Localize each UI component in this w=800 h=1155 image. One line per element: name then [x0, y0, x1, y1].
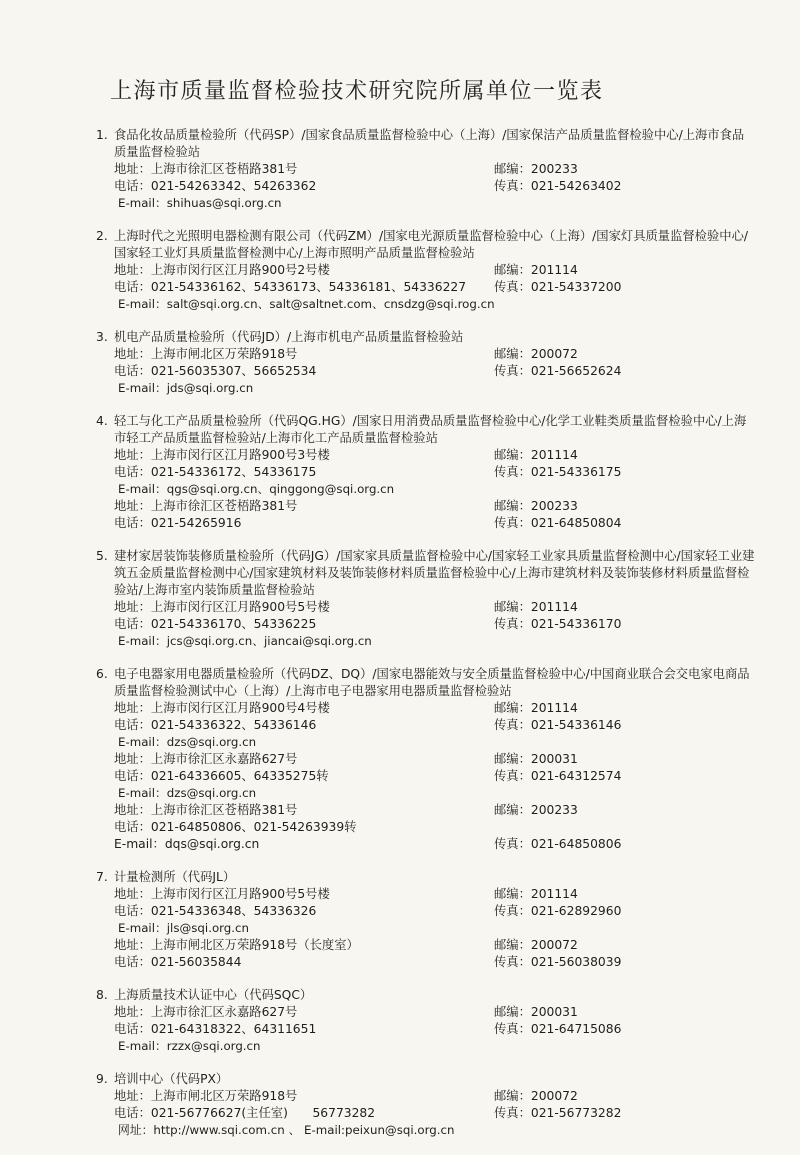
- contact-row: [96, 700, 756, 717]
- unit-heading: [96, 228, 756, 262]
- contact-right-field: 传真：021-56652624: [494, 364, 622, 378]
- contact-row: [96, 447, 756, 464]
- contact-row: [96, 161, 756, 178]
- contact-left-field: 地址：上海市徐汇区永嘉路627号: [114, 1005, 298, 1019]
- contact-left-field: 电话：021-64336605、64335275转: [114, 769, 329, 783]
- contact-row: [96, 836, 756, 853]
- contact-right-field: [494, 819, 714, 836]
- contact-right-field: 邮编：200072: [494, 347, 578, 361]
- contact-left-field: 地址：上海市闵行区江月路900号5号楼: [114, 600, 330, 614]
- contact-row: [96, 1122, 756, 1139]
- unit-number: 8.: [96, 988, 108, 1002]
- contact-right-field: 传真：021-62892960: [494, 904, 622, 918]
- unit-number: 1.: [96, 128, 108, 142]
- contact-left-field: 电话：021-54336322、54336146: [114, 718, 317, 732]
- unit-name: 轻工与化工产品质量检验所（代码QG.HG）/国家日用消费品质量监督检验中心/化学工业鞋类质量监督检验中心/上海市轻工产品质量监督检验站/上海市化工产品质量监督检验站: [114, 414, 747, 445]
- contact-right-field: 邮编：200233: [494, 162, 578, 176]
- contact-row: [96, 802, 756, 819]
- contact-left-field: 电话：021-54336162、54336173、54336181、54336227: [114, 280, 467, 294]
- email-line: E-mail：salt@sqi.org.cn、salt@saltnet.com、cnsdzg@sqi.rog.cn: [118, 297, 495, 311]
- page-title: 上海市质量监督检验技术研究院所属单位一览表: [110, 79, 604, 104]
- unit-name: 上海时代之光照明电器检测有限公司（代码ZM）/国家电光源质量监督检验中心（上海）/国家灯具质量监督检验中心/国家轻工业灯具质量监督检测中心/上海市照明产品质量监督检验站: [114, 229, 749, 260]
- unit-entry: [96, 127, 756, 212]
- contact-row: [96, 751, 756, 768]
- contact-left-field: 电话：021-64318322、64311651: [114, 1022, 317, 1036]
- unit-entry: [96, 987, 756, 1055]
- contact-right-field: 邮编：201114: [494, 448, 578, 462]
- contact-row: [96, 363, 756, 380]
- contact-right-field: 传真：021-54336170: [494, 617, 622, 631]
- unit-heading: [96, 869, 756, 886]
- contact-left-field: 地址：上海市徐汇区苍梧路381号: [114, 162, 298, 176]
- unit-number: 6.: [96, 667, 108, 681]
- contact-row: [96, 380, 756, 397]
- contact-row: [96, 195, 756, 212]
- contact-right-field: 传真：021-54263402: [494, 179, 622, 193]
- unit-name: 机电产品质量检验所（代码JD）/上海市机电产品质量监督检验站: [114, 330, 464, 344]
- email-line: E-mail：rzzx@sqi.org.cn: [118, 1039, 261, 1053]
- contact-row: [96, 296, 756, 313]
- unit-entry: [96, 329, 756, 397]
- contact-row: [96, 178, 756, 195]
- email-line: 网址：http://www.sqi.com.cn 、 E-mail:peixun@sqi.org.cn: [118, 1123, 455, 1137]
- contact-row: [96, 785, 756, 802]
- contact-row: [96, 616, 756, 633]
- contact-left-field: 地址：上海市闸北区万荣路918号（长度室）: [114, 938, 359, 952]
- contact-right-field: 邮编：201114: [494, 887, 578, 901]
- unit-heading: [96, 329, 756, 346]
- contact-left-field: 电话：021-56776627(主任室) 56773282: [114, 1106, 376, 1120]
- contact-right-field: 邮编：200233: [494, 803, 578, 817]
- unit-heading: [96, 127, 756, 161]
- contact-row: [96, 1021, 756, 1038]
- contact-right-field: 传真：021-54336175: [494, 465, 622, 479]
- unit-name: 计量检测所（代码JL）: [114, 870, 236, 884]
- contact-row: [96, 937, 756, 954]
- unit-name: 食品化妆品质量检验所（代码SP）/国家食品质量监督检验中心（上海）/国家保洁产品质量监督检验中心/上海市食品质量监督检验站: [114, 128, 745, 159]
- contact-left-field: 地址：上海市闵行区江月路900号5号楼: [114, 887, 330, 901]
- contact-row: [96, 819, 756, 836]
- unit-heading: [96, 987, 756, 1004]
- unit-entry: [96, 228, 756, 313]
- email-line: E-mail：shihuas@sqi.org.cn: [118, 196, 282, 210]
- contact-right-field: 传真：021-64850804: [494, 516, 622, 530]
- contact-right-field: 传真：021-64850806: [494, 837, 622, 851]
- contact-right-field: 邮编：200072: [494, 938, 578, 952]
- contact-right-field: 邮编：200072: [494, 1089, 578, 1103]
- contact-row: [96, 1088, 756, 1105]
- unit-name: 建材家居装饰装修质量检验所（代码JG）/国家家具质量监督检验中心/国家轻工业家具质量监督检测中心/国家轻工业建筑五金质量监督检测中心/国家建筑材料及装饰装修材料质量监督检验中心/上海市建筑材料及装饰装修材料质量监督检验站/上海市室内装饰质量监督检验站: [114, 549, 755, 597]
- contact-left-field: 地址：上海市闸北区万荣路918号: [114, 1089, 298, 1103]
- unit-number: 4.: [96, 414, 108, 428]
- unit-heading: [96, 548, 756, 599]
- contact-left-field: E-mail：dqs@sqi.org.cn: [114, 837, 260, 851]
- unit-entry: [96, 869, 756, 971]
- contact-row: [96, 633, 756, 650]
- contact-right-field: 邮编：200233: [494, 499, 578, 513]
- contact-right-field: 邮编：200031: [494, 1005, 578, 1019]
- contact-left-field: 地址：上海市闸北区万荣路918号: [114, 347, 298, 361]
- contact-left-field: 电话：021-64850806、021-54263939转: [114, 820, 357, 834]
- unit-entry: [96, 548, 756, 650]
- contact-right-field: 邮编：201114: [494, 600, 578, 614]
- contact-left-field: 地址：上海市闵行区江月路900号4号楼: [114, 701, 330, 715]
- unit-entry: [96, 666, 756, 853]
- contact-row: [96, 954, 756, 971]
- contact-left-field: 电话：021-54265916: [114, 516, 242, 530]
- contact-row: [96, 599, 756, 616]
- contact-row: [96, 734, 756, 751]
- contact-left-field: 电话：021-54336172、54336175: [114, 465, 317, 479]
- email-line: E-mail：jcs@sqi.org.cn、jiancai@sqi.org.cn: [118, 634, 372, 648]
- contact-row: [96, 920, 756, 937]
- email-line: E-mail：qgs@sqi.org.cn、qinggong@sqi.org.cn: [118, 482, 395, 496]
- contact-row: [96, 498, 756, 515]
- contact-left-field: 电话：021-56035844: [114, 955, 242, 969]
- contact-row: [96, 886, 756, 903]
- contact-right-field: 邮编：201114: [494, 701, 578, 715]
- contact-row: [96, 262, 756, 279]
- contact-row: [96, 768, 756, 785]
- unit-entry: [96, 413, 756, 532]
- contact-row: [96, 464, 756, 481]
- contact-row: [96, 346, 756, 363]
- unit-list: [96, 127, 756, 1155]
- contact-left-field: 地址：上海市徐汇区苍梧路381号: [114, 803, 298, 817]
- contact-row: [96, 481, 756, 498]
- contact-right-field: 传真：021-54337200: [494, 280, 622, 294]
- contact-left-field: 地址：上海市徐汇区苍梧路381号: [114, 499, 298, 513]
- contact-row: [96, 279, 756, 296]
- contact-right-field: 邮编：200031: [494, 752, 578, 766]
- email-line: E-mail：jls@sqi.org.cn: [118, 921, 250, 935]
- contact-right-field: 传真：021-56773282: [494, 1106, 622, 1120]
- unit-number: 5.: [96, 549, 108, 563]
- unit-number: 3.: [96, 330, 108, 344]
- contact-right-field: 传真：021-54336146: [494, 718, 622, 732]
- contact-left-field: 电话：021-56035307、56652534: [114, 364, 317, 378]
- contact-row: [96, 1105, 756, 1122]
- unit-number: 9.: [96, 1072, 108, 1086]
- unit-heading: [96, 1071, 756, 1088]
- contact-row: [96, 903, 756, 920]
- contact-left-field: 地址：上海市徐汇区永嘉路627号: [114, 752, 298, 766]
- contact-right-field: 邮编：201114: [494, 263, 578, 277]
- contact-left-field: 电话：021-54336170、54336225: [114, 617, 317, 631]
- email-line: E-mail：jds@sqi.org.cn: [118, 381, 254, 395]
- unit-name: 电子电器家用电器质量检验所（代码DZ、DQ）/国家电器能效与安全质量监督检验中心/中国商业联合会交电家电商品质量监督检验测试中心（上海）/上海市电子电器家用电器质量监督检验站: [114, 667, 750, 698]
- contact-right-field: 传真：021-64715086: [494, 1022, 622, 1036]
- contact-right-field: 传真：021-56038039: [494, 955, 622, 969]
- contact-row: [96, 717, 756, 734]
- unit-heading: [96, 413, 756, 447]
- unit-number: 2.: [96, 229, 108, 243]
- contact-row: [96, 1038, 756, 1055]
- unit-heading: [96, 666, 756, 700]
- unit-entry: [96, 1071, 756, 1139]
- email-line: E-mail：dzs@sqi.org.cn: [118, 786, 257, 800]
- unit-number: 7.: [96, 870, 108, 884]
- contact-left-field: 地址：上海市闵行区江月路900号2号楼: [114, 263, 330, 277]
- contact-row: [96, 1004, 756, 1021]
- email-line: E-mail：dzs@sqi.org.cn: [118, 735, 257, 749]
- contact-left-field: 地址：上海市闵行区江月路900号3号楼: [114, 448, 330, 462]
- contact-left-field: 电话：021-54336348、54336326: [114, 904, 317, 918]
- unit-name: 上海质量技术认证中心（代码SQC）: [114, 988, 313, 1002]
- unit-name: 培训中心（代码PX）: [114, 1072, 229, 1086]
- contact-left-field: 电话：021-54263342、54263362: [114, 179, 317, 193]
- contact-row: [96, 515, 756, 532]
- contact-right-field: 传真：021-64312574: [494, 769, 622, 783]
